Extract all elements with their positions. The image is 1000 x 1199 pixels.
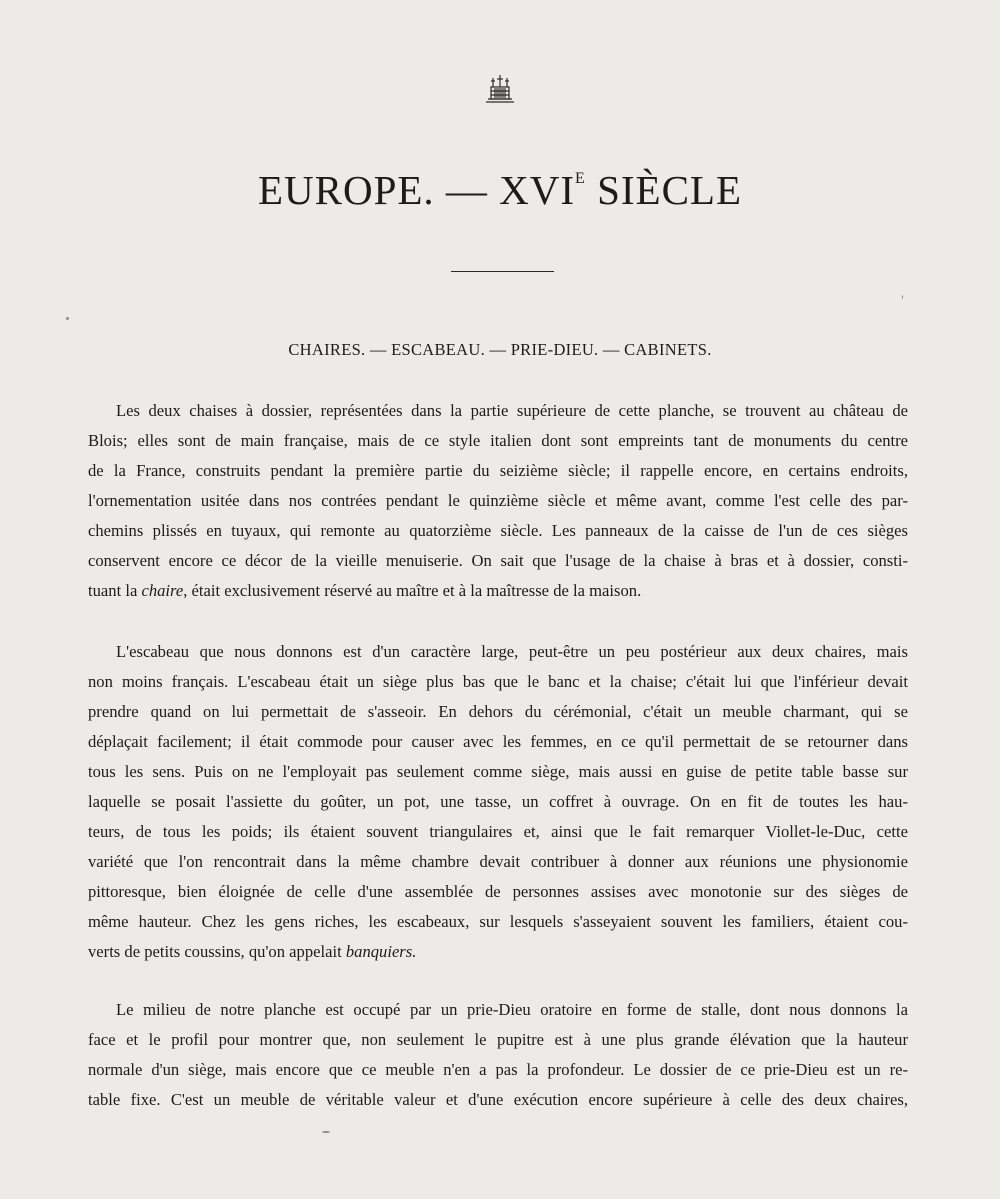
section-subtitle: CHAIRES. — ESCABEAU. — PRIE-DIEU. — CABINETS. [288, 340, 712, 359]
text-line: verts de petits coussins, qu'on appelait banquiers. [88, 942, 417, 961]
text-line: laquelle se posait l'assiette du goûter, un pot, une tasse, un coffret à ouvrage. On en fit de toutes les hau- [88, 792, 908, 811]
text-line: pittoresque, bien éloignée de celle d'une assemblée de personnes assises avec monotonie sur des sièges de [88, 882, 908, 901]
paragraph-chaires [88, 396, 908, 606]
title-rule [451, 271, 554, 272]
paragraph-escabeau [88, 637, 908, 967]
text-line: conservent encore ce décor de la vieille menuiserie. On sait que l'usage de la chaise à bras et à dossier, consti- [88, 551, 908, 570]
text-line: normale d'un siège, mais encore que ce meuble n'en a pas la profondeur. Le dossier de ce prie-Dieu est un re- [88, 1060, 908, 1079]
text-line: tuant la chaire, était exclusivement réservé au maître et à la maîtresse de la maison. [88, 581, 642, 600]
paper-speck [902, 295, 903, 299]
page-title: EUROPE. — $XVI^E$ SIÈCLE [257, 167, 743, 213]
text-line: L'escabeau que nous donnons est d'un caractère large, peut-être un peu postérieur aux deux chaires, mais [116, 642, 908, 661]
paper-speck [66, 317, 69, 320]
text-line: tous les sens. Puis on ne l'employait pas seulement comme siège, mais aussi en guise de petite table basse sur [88, 762, 908, 781]
paragraph-prie-dieu [88, 995, 908, 1115]
text-line: déplaçait facilement; il était commode pour causer avec les femmes, en ce qu'il permettait de se retourner dans [88, 732, 908, 751]
text-line: de la France, construits pendant la première partie du seizième siècle; il rappelle encore, en certains endroits, [88, 461, 908, 480]
text-line: Les deux chaises à dossier, représentées dans la partie supérieure de cette planche, se trouvent au château de [116, 401, 908, 420]
prie-dieu-ornament-icon [480, 72, 520, 106]
text-line: chemins plissés en tuyaux, qui remonte au quatorzième siècle. Les panneaux de la caisse de l'un de ces sièges [88, 521, 908, 540]
paper-speck [322, 1131, 330, 1133]
text-line: variété que l'on rencontrait dans la même chambre devait contribuer à donner aux réunions une physionomie [88, 852, 908, 871]
text-line: même hauteur. Chez les gens riches, les escabeaux, sur lesquels s'asseyaient souvent les familiers, étaient cou- [88, 912, 908, 931]
text-line: teurs, de tous les poids; ils étaient souvent triangulaires et, ainsi que le fait remarquer Viollet-le-Duc, cette [88, 822, 908, 841]
text-line: non moins français. L'escabeau était un siège plus bas que le banc et la chaise; c'était lui que l'inférieur devait [88, 672, 908, 691]
text-line: face et le profil pour montrer que, non seulement le pupitre est à une plus grande élévation que la hauteur [88, 1030, 908, 1049]
text-line: Le milieu de notre planche est occupé par un prie-Dieu oratoire en forme de stalle, dont nous donnons la [116, 1000, 908, 1019]
text-line: table fixe. C'est un meuble de véritable valeur et d'une exécution encore supérieure à celle des deux chaires, [88, 1090, 908, 1109]
text-line: l'ornementation usitée dans nos contrées pendant le quinzième siècle et même avant, comme l'est celle des par- [88, 491, 908, 510]
text-line: prendre quand on lui permettait de s'asseoir. En dehors du cérémonial, c'était un meuble charmant, qui se [88, 702, 908, 721]
text-line: Blois; elles sont de main française, mais de ce style italien dont sont empreints tant de monuments du centre [88, 431, 908, 450]
